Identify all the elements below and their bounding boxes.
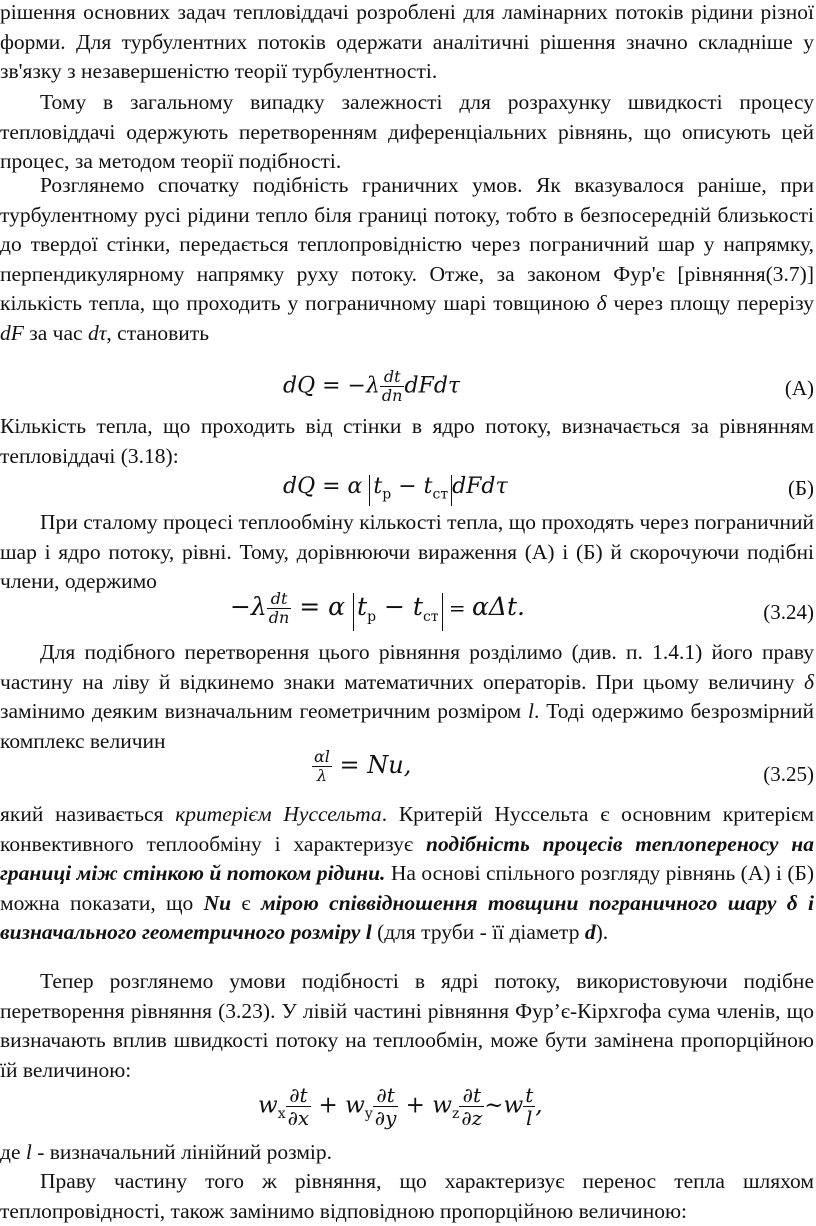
equation-label-3-25: (3.25) bbox=[763, 762, 814, 786]
paragraph-conduction: Праву частину того ж рівняння, що характеризує перенос тепла шляхом теплопровідності, також замінимо відповідною пропорційною величиною: bbox=[0, 1169, 814, 1223]
dF-symbol: dF bbox=[0, 320, 24, 345]
l-symbol: l bbox=[528, 699, 534, 724]
paragraph-heat-transfer: Кількість тепла, що проходить від стінки в ядро потоку, визначається за рівнянням тепловіддачі (3.18): bbox=[0, 414, 814, 468]
paragraph-intro: рішення основних задач тепловіддачі розроблені для ламінарних потоків рідини різної форми. Для турбулентних потоків одержати аналітичні рішення значно складніше у зв'язку з незавершеністю теорії турбулентності. bbox=[0, 0, 814, 84]
d-symbol: d bbox=[584, 920, 596, 945]
paragraph-core-flow: Тепер розглянемо умови подібності в ядрі потоку, використовуючи подібне перетворення рівняння (3.23). У лівій частині рівняння Фур’є-Кірхгофа сума членів, що визначають вплив швидкості потоку на теплообмін, може бути замінена пропорційною їй величиною: bbox=[0, 969, 814, 1082]
equation-3-25: $\frac{\alpha l}{\lambda}$ = Nu, (3.25) bbox=[314, 747, 814, 786]
equation-convective-terms: $w_x$ $\frac{\partial t}{\partial x}$ + $w_y$ $\frac{\partial t}{\partial y}$ + $w_z$ $\frac{\partial t}{\partial z}$ ~w $\frac{t}{l}$ , bbox=[258, 1083, 543, 1130]
measure-definition: мірою співвідношення товщини пограничного шару δ і визначального геометричного розміру l bbox=[0, 890, 814, 945]
dtau-symbol: dτ bbox=[87, 320, 107, 345]
nu-symbol: Nu bbox=[203, 890, 232, 915]
similarity-definition: подібність процесів теплопереносу на границі між стінкою й потоком рідини. bbox=[0, 831, 814, 886]
delta-symbol-2: δ bbox=[804, 669, 814, 694]
equation-label-A: (А) bbox=[784, 376, 814, 400]
equation-label-3-24: (3.24) bbox=[763, 600, 814, 624]
equation-3-24: −λ $\frac{dt}{dn}$ = α $t_р - t_{ст} = \alpha\Delta t$. (3.24) bbox=[0, 586, 816, 638]
nusselt-criterion-term: критерієм Нуссельта bbox=[175, 802, 382, 826]
paragraph-linear-size: де l - визначальний лінійний розмір. bbox=[0, 1140, 333, 1164]
paragraph-nusselt: який називається критерієм Нуссельта. Критерій Нуссельта є основним критерієм конвективного теплообміну і характеризує подібність процесів теплопереносу на границі між стінкою й потоком рідини. На основі спільного розгляду рівнянь (А) і (Б) можна показати, що Nu є мірою співвідношення товщини пограничного шару δ і визначального геометричного розміру l (для труби - її діаметр d). bbox=[0, 802, 814, 945]
delta-symbol: δ bbox=[596, 291, 607, 316]
equation-B: dQ = α $t_р - t_{ст}$ dFdτ (Б) bbox=[0, 472, 816, 506]
paragraph-boundary-conditions: Розглянемо спочатку подібність граничних умов. Як вказувалося раніше, при турбулентному русі рідини тепло біля границі потоку, тобто в безпосередній близькості до твердої стінки, передається теплопровідністю через пограничний шар у напрямку, перпендикулярному напрямку руху потоку. Отже, за законом Фур'є [рівняння(3.7)] кількість тепла, що проходить у пограничному шарі товщиною δ через площу перерізу dF за час dτ, становить bbox=[0, 173, 814, 345]
l-symbol-2: l bbox=[25, 1140, 32, 1164]
paragraph-steady-state: При сталому процесі теплообміну кількості тепла, що проходять через пограничний шар і ядро потоку, рівні. Тому, дорівнюючи вираження (А) і (Б) й скорочуючи подібні члени, одержимо bbox=[0, 510, 814, 594]
paragraph-method: Тому в загальному випадку залежності для розрахунку швидкості процесу тепловіддачі одержують перетворенням диференціальних рівнянь, що описують цей процес, за методом теорії подібності. bbox=[0, 90, 814, 174]
equation-A: dQ = −λ $\frac{dt}{dn}$ dFdτ (А) bbox=[283, 367, 814, 405]
paragraph-transformation: Для подібного перетворення цього рівняння розділимо (див. п. 1.4.1) його праву частину на ліву й відкинемо знаки математичних операторів. При цьому величину δ замінимо деяким визначальним геометричним розміром l. Тоді одержимо безрозмірний комплекс величин bbox=[0, 640, 814, 753]
equation-label-B: (Б) bbox=[787, 476, 814, 500]
